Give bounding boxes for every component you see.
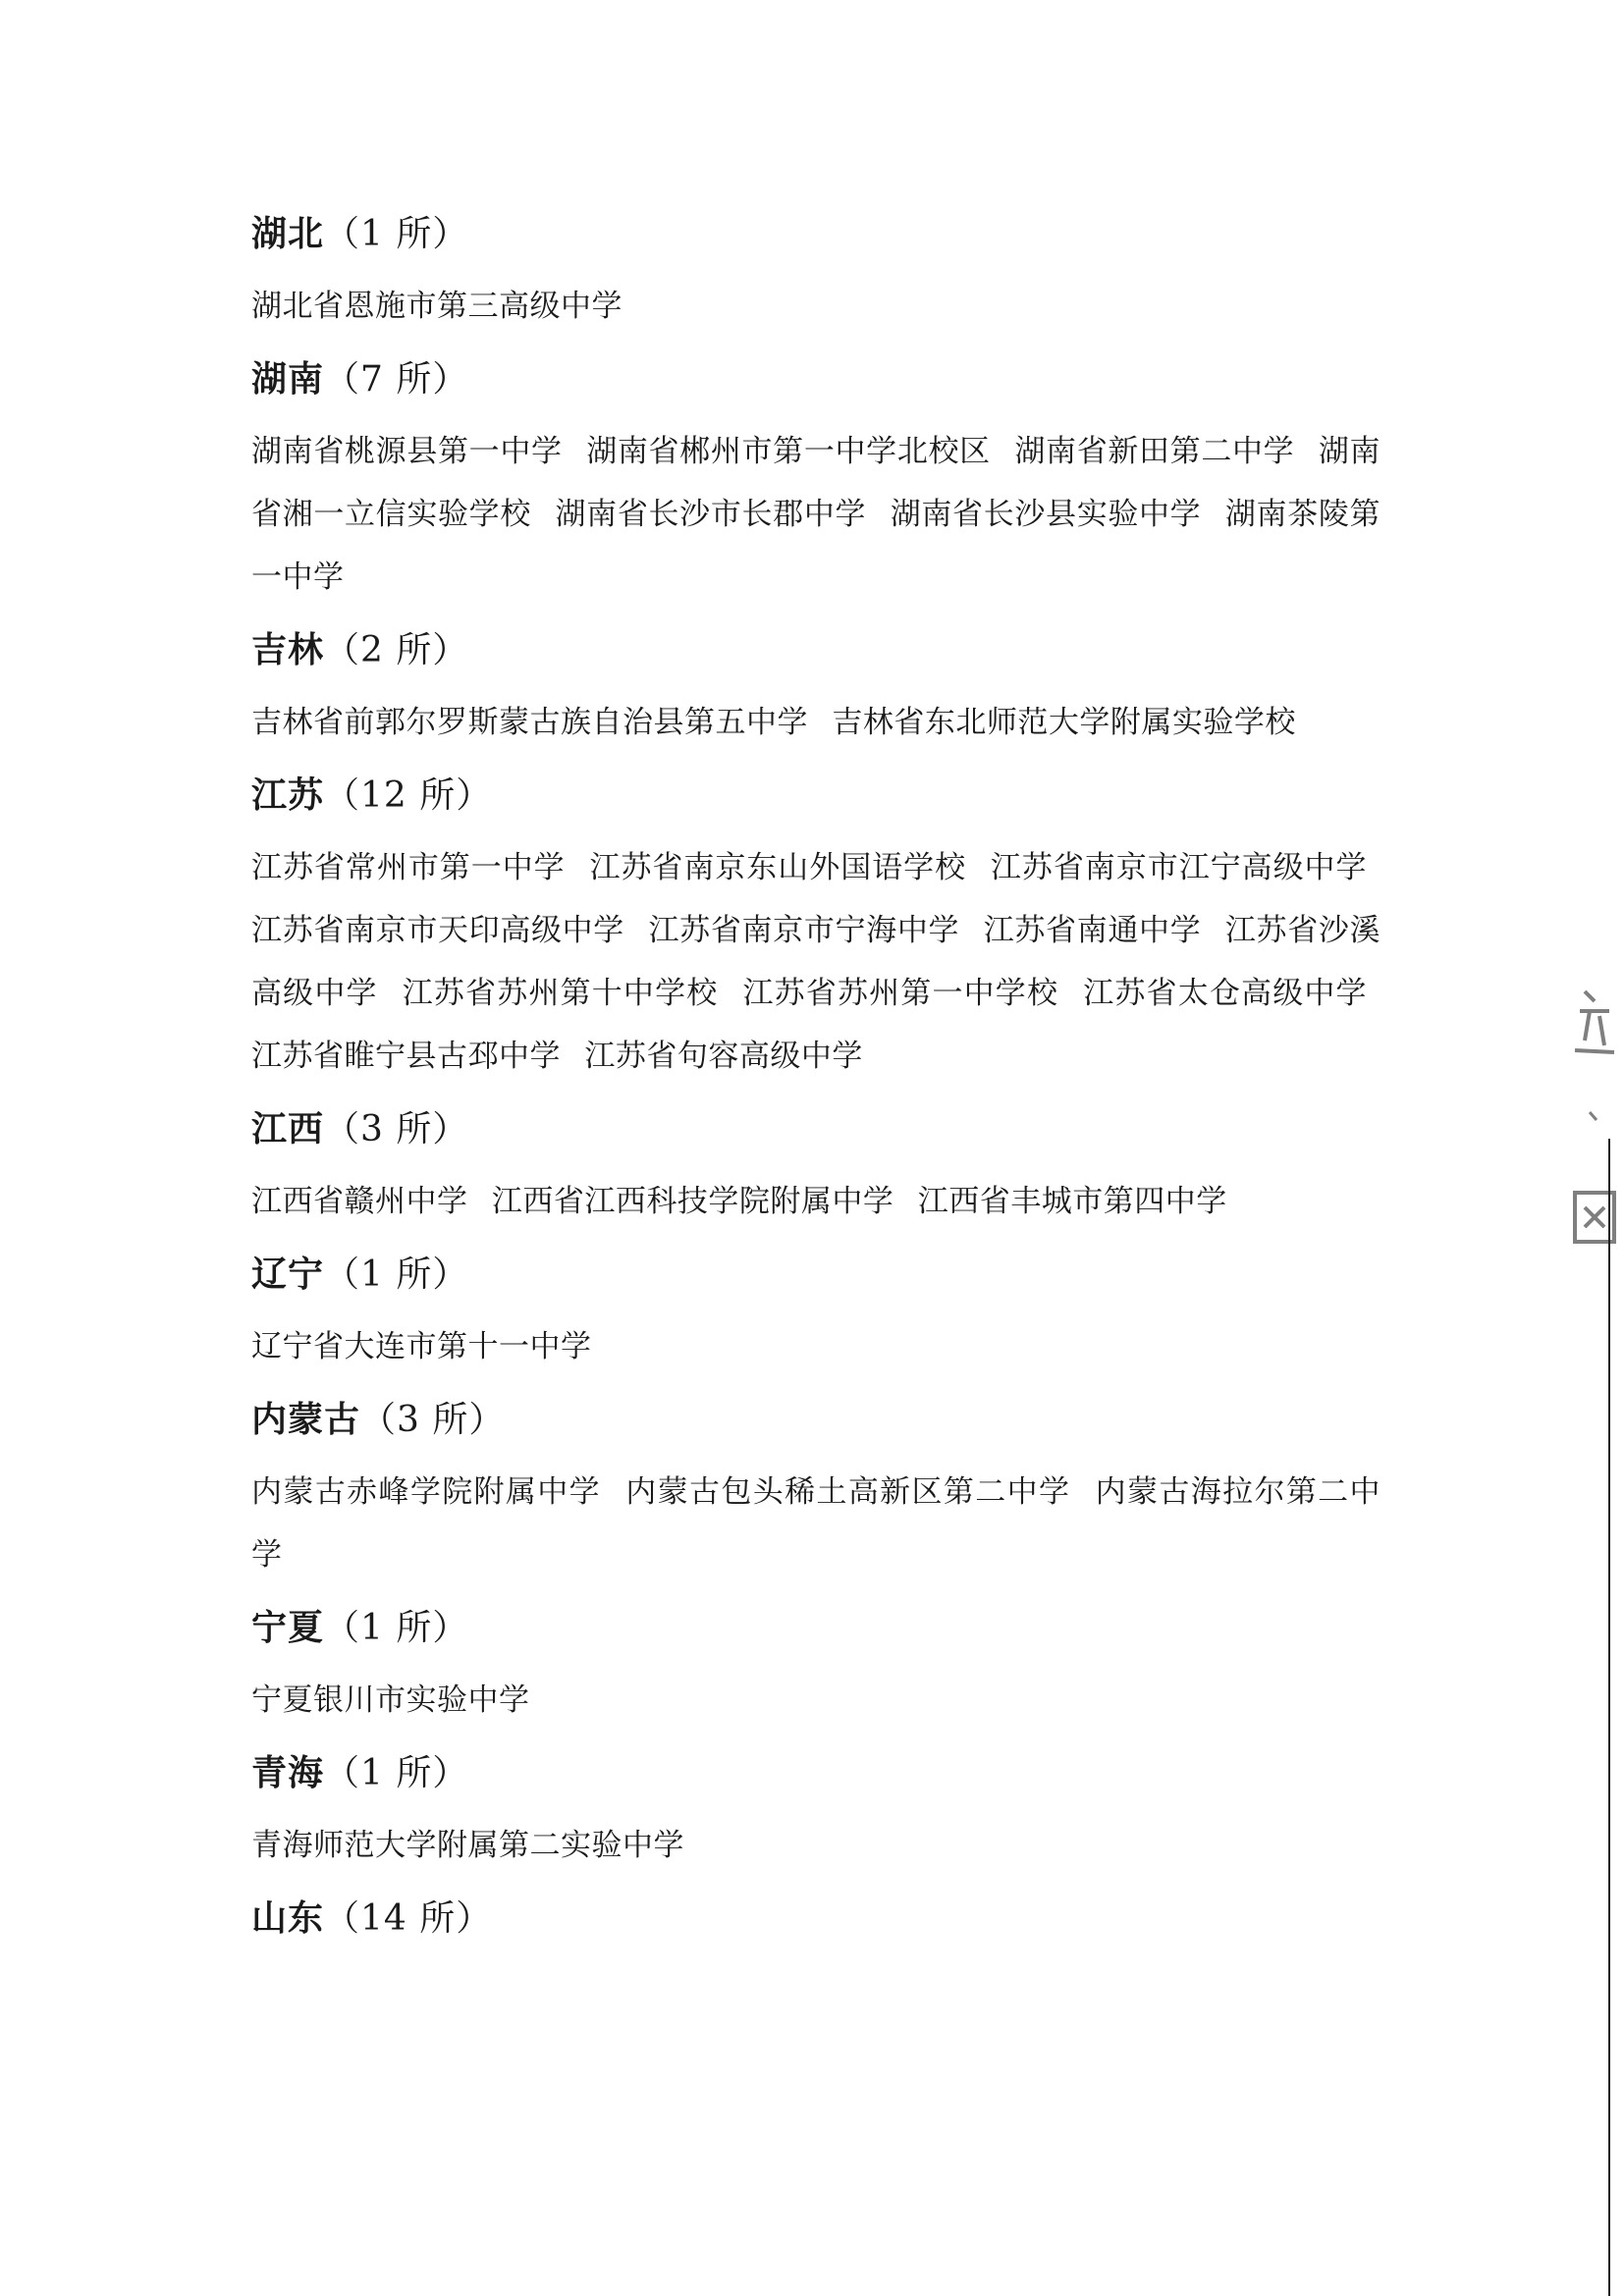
province-heading bbox=[251, 1101, 1380, 1156]
province-name: 青海 bbox=[251, 1752, 325, 1793]
province-heading bbox=[251, 622, 1380, 677]
stamp-fragment-lower bbox=[1565, 1178, 1624, 1267]
school-names bbox=[251, 420, 1380, 609]
school-name: 江西省江西科技学院附属中学 bbox=[491, 1184, 894, 1219]
school-name: 湖南茶陵第一中学 bbox=[251, 497, 1381, 595]
province-heading bbox=[251, 1247, 1380, 1302]
province-section bbox=[251, 1101, 1380, 1233]
school-name: 吉林省东北师范大学附属实验学校 bbox=[832, 705, 1296, 740]
school-name: 吉林省前郭尔罗斯蒙古族自治县第五中学 bbox=[251, 705, 808, 740]
school-name: 江苏省南京市天印高级中学 bbox=[251, 913, 624, 948]
province-name: 吉林 bbox=[251, 629, 325, 670]
school-count: （3 所） bbox=[324, 1109, 469, 1149]
province-name: 山东 bbox=[251, 1897, 325, 1939]
province-heading bbox=[251, 768, 1380, 823]
school-name: 内蒙古赤峰学院附属中学 bbox=[251, 1474, 602, 1510]
province-section bbox=[251, 1600, 1380, 1732]
school-names bbox=[251, 1170, 1380, 1233]
province-name: 宁夏 bbox=[251, 1607, 325, 1648]
province-heading bbox=[251, 1392, 1380, 1447]
province-section bbox=[251, 206, 1380, 338]
province-name: 湖北 bbox=[251, 213, 325, 254]
school-name: 湖南省新田第二中学 bbox=[1014, 434, 1295, 469]
school-name: 青海师范大学附属第二实验中学 bbox=[251, 1828, 684, 1863]
province-heading bbox=[251, 1891, 1380, 1946]
school-name: 湖南省郴州市第一中学北校区 bbox=[586, 434, 991, 469]
province-name: 辽宁 bbox=[251, 1254, 325, 1295]
school-name: 江苏省南京市江宁高级中学 bbox=[990, 850, 1368, 885]
school-name: 江苏省句容高级中学 bbox=[584, 1039, 863, 1074]
school-names bbox=[251, 691, 1380, 754]
school-name: 江西省丰城市第四中学 bbox=[917, 1184, 1227, 1219]
province-section bbox=[251, 768, 1380, 1088]
school-name: 江苏省太仓高级中学 bbox=[1083, 976, 1368, 1011]
school-count: （1 所） bbox=[324, 1753, 469, 1793]
province-section bbox=[251, 622, 1380, 754]
school-name: 湖北省恩施市第三高级中学 bbox=[251, 289, 623, 324]
province-section bbox=[251, 1745, 1380, 1877]
school-names bbox=[251, 1315, 1380, 1378]
school-names bbox=[251, 1814, 1380, 1877]
school-name: 湖南省湘一立信实验学校 bbox=[251, 434, 1381, 532]
province-heading bbox=[251, 1745, 1380, 1800]
province-section bbox=[251, 1392, 1380, 1586]
school-name: 江苏省苏州第十中学校 bbox=[402, 976, 719, 1011]
school-name: 辽宁省大连市第十一中学 bbox=[251, 1329, 592, 1364]
school-name: 内蒙古海拉尔第二中学 bbox=[251, 1474, 1381, 1573]
school-name: 内蒙古包头稀土高新区第二中学 bbox=[625, 1474, 1071, 1510]
school-count: （12 所） bbox=[324, 775, 493, 816]
province-name: 江西 bbox=[251, 1108, 325, 1149]
province-name: 江苏 bbox=[251, 774, 325, 816]
school-name: 江苏省睢宁县古邳中学 bbox=[251, 1039, 561, 1074]
school-names bbox=[251, 1669, 1380, 1732]
school-name: 宁夏银川市实验中学 bbox=[251, 1682, 530, 1718]
province-name: 内蒙古 bbox=[251, 1399, 361, 1440]
school-name: 江苏省沙溪高级中学 bbox=[251, 913, 1381, 1011]
school-count: （1 所） bbox=[324, 214, 469, 254]
school-name: 湖南省长沙县实验中学 bbox=[890, 497, 1202, 532]
school-list bbox=[251, 206, 1380, 1959]
school-name: 江苏省常州市第一中学 bbox=[251, 850, 566, 885]
school-name: 江苏省南京市宁海中学 bbox=[648, 913, 960, 948]
school-count: （14 所） bbox=[324, 1898, 493, 1939]
school-name: 江西省赣州中学 bbox=[251, 1184, 468, 1219]
province-heading bbox=[251, 1600, 1380, 1655]
province-section bbox=[251, 351, 1380, 609]
stamp-fragment-dot bbox=[1565, 1090, 1624, 1143]
school-names bbox=[251, 836, 1380, 1088]
province-heading bbox=[251, 206, 1380, 261]
school-name: 湖南省长沙市长郡中学 bbox=[555, 497, 867, 532]
province-section bbox=[251, 1247, 1380, 1378]
school-name: 湖南省桃源县第一中学 bbox=[251, 434, 563, 469]
school-names bbox=[251, 275, 1380, 338]
school-name: 江苏省南通中学 bbox=[983, 913, 1202, 948]
stamp-fragment-icon bbox=[1565, 982, 1624, 1060]
school-count: （1 所） bbox=[324, 1255, 469, 1295]
school-count: （1 所） bbox=[324, 1608, 469, 1648]
province-heading bbox=[251, 351, 1380, 406]
school-count: （2 所） bbox=[324, 630, 469, 670]
school-name: 江苏省苏州第一中学校 bbox=[742, 976, 1059, 1011]
school-name: 江苏省南京东山外国语学校 bbox=[589, 850, 967, 885]
school-count: （7 所） bbox=[324, 359, 469, 400]
school-count: （3 所） bbox=[360, 1400, 506, 1440]
scan-edge-line bbox=[1608, 1139, 1610, 2296]
school-names bbox=[251, 1461, 1380, 1586]
province-name: 湖南 bbox=[251, 358, 325, 400]
stamp-fragment bbox=[1565, 982, 1624, 1071]
province-section bbox=[251, 1891, 1380, 1946]
